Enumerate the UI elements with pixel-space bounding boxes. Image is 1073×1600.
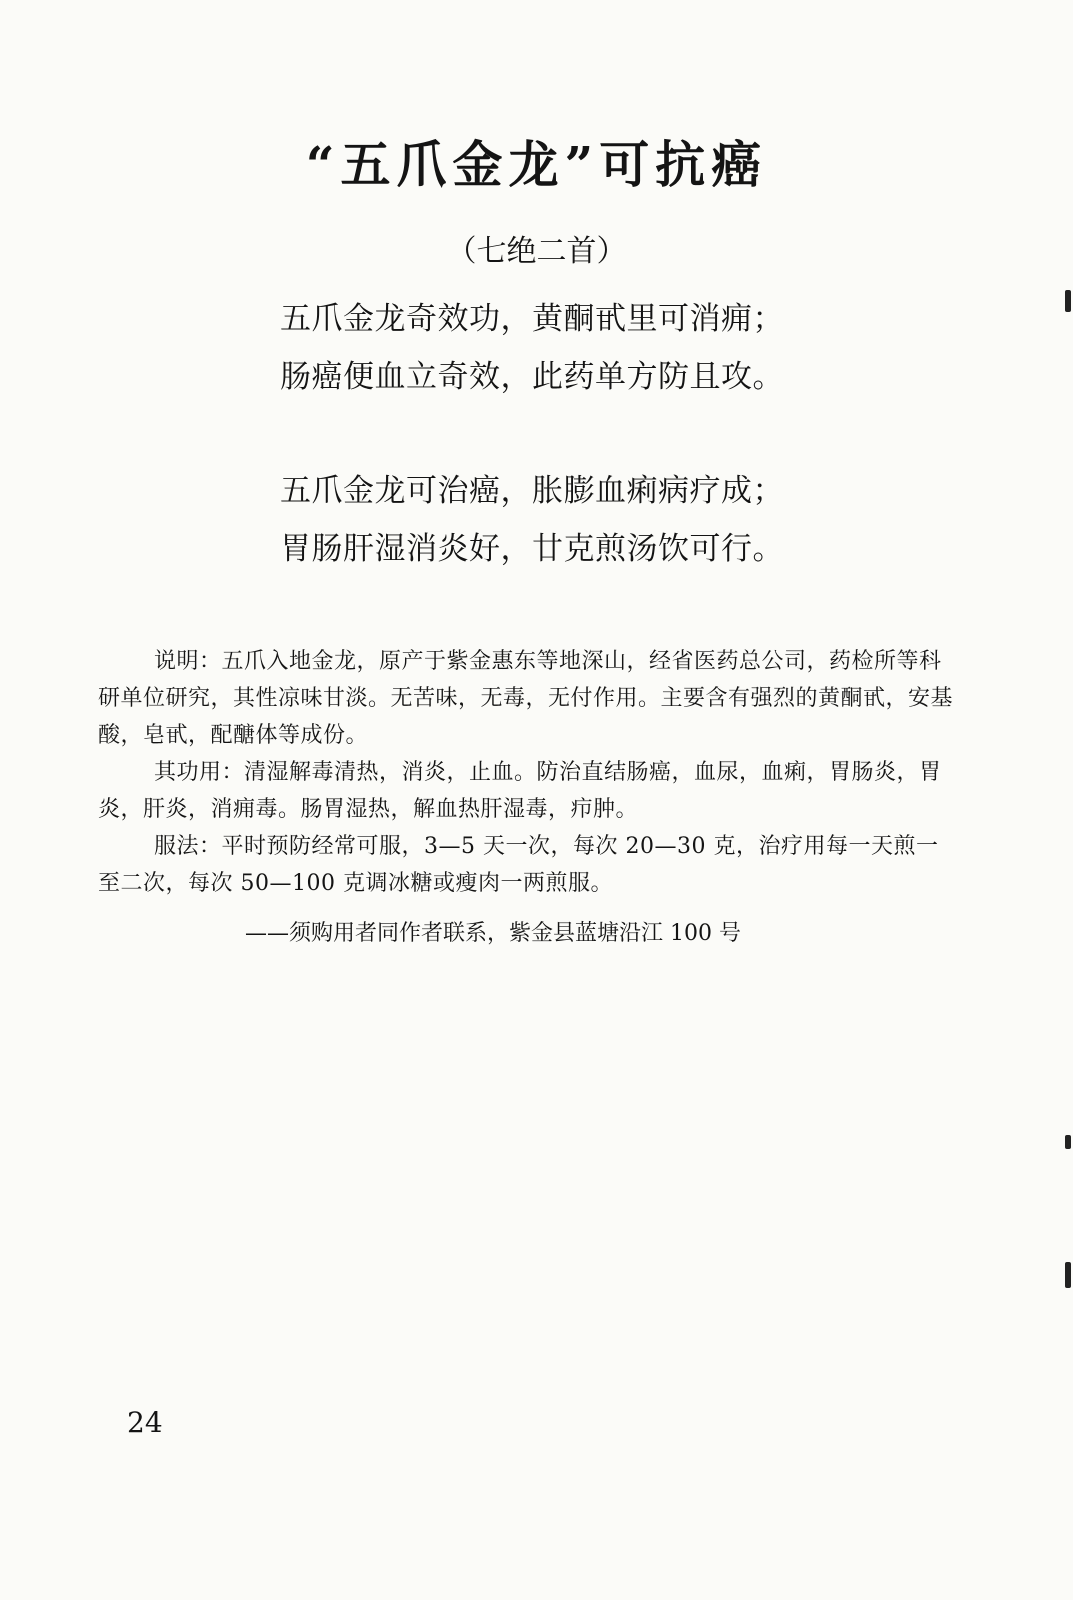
poem-first [280, 290, 840, 406]
scan-mark [1065, 1135, 1071, 1149]
paragraph-function: 其功用：清湿解毒清热，消炎，止血。防治直结肠癌，血尿，血痢，胃肠炎，胃炎，肝炎，消痈毒。肠胃湿热，解血热肝湿毒，疖肿。 [98, 760, 942, 822]
page-title: “五爪金龙”可抗癌 [305, 135, 768, 194]
poem-line: 五爪金龙奇效功，黄酮甙里可消痈； [280, 301, 784, 337]
poem-second [280, 462, 840, 578]
page-subtitle: （七绝二首） [446, 234, 627, 269]
contact-note: ——须购用者同作者联系，紫金县蓝塘沿江 100 号 [245, 921, 741, 946]
paragraph-description: 说明：五爪入地金龙，原产于紫金惠东等地深山，经省医药总公司，药检所等科研单位研究，其性凉味甘淡。无苦味，无毒，无付作用。主要含有强烈的黄酮甙，安基酸，皂甙，配醣体等成份。 [98, 649, 954, 748]
page-number: 24 [127, 1406, 163, 1439]
poem-line: 胃肠肝湿消炎好，廿克煎汤饮可行。 [280, 531, 784, 567]
scan-mark [1065, 290, 1071, 312]
paragraph-dosage: 服法：平时预防经常可服，3—5 天一次，每次 20—30 克，治疗用每一天煎一至二次，每次 50—100 克调冰糖或瘦肉一两煎服。 [98, 834, 939, 896]
scan-mark [1065, 1262, 1071, 1288]
poem-line: 五爪金龙可治癌，胀膨血痢病疗成； [280, 473, 784, 509]
explanation-body [98, 643, 958, 902]
poem-line: 肠癌便血立奇效，此药单方防且攻。 [280, 359, 784, 395]
